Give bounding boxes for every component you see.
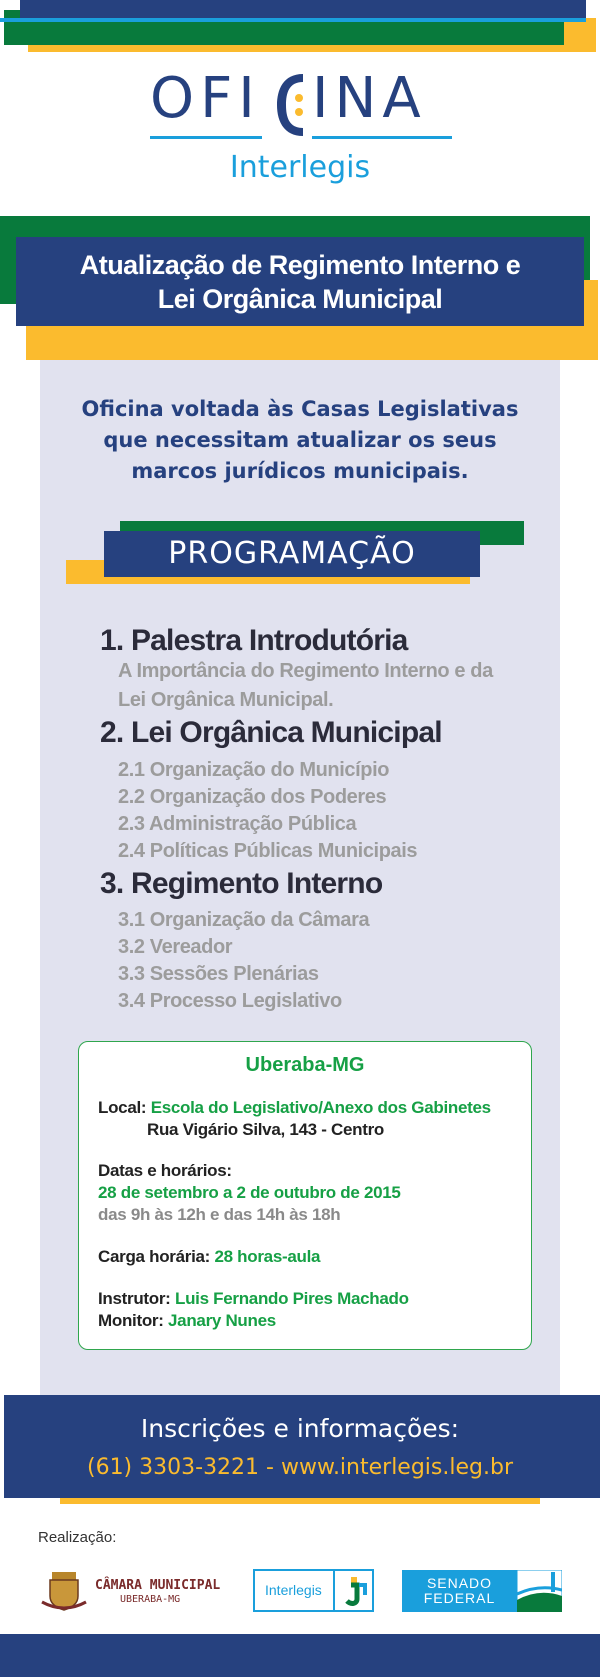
senado-building-icon	[517, 1570, 562, 1612]
section-title-1: 1. Palestra Introdutória	[100, 624, 408, 657]
monitor-value: Janary Nunes	[168, 1311, 276, 1330]
event-city: Uberaba-MG	[245, 1054, 365, 1076]
logo-underline-right	[312, 136, 452, 139]
carga-value: 28 horas-aula	[214, 1247, 321, 1266]
footer-band	[4, 1395, 600, 1498]
footer-contact[interactable]: (61) 3303-3221 - www.interlegis.leg.br	[86, 1455, 513, 1480]
monitor-label: Monitor:	[98, 1311, 164, 1330]
top-navy-stripe	[20, 0, 586, 18]
logo-word-left: OFI	[150, 66, 261, 131]
oficina-logo	[150, 66, 450, 146]
senado-line2: FEDERAL	[423, 1590, 496, 1606]
carga-label: Carga horária:	[98, 1247, 211, 1266]
bottom-band	[0, 1634, 600, 1677]
dates-label: Datas e horários:	[98, 1161, 232, 1180]
monitor-line	[98, 1311, 276, 1331]
instrutor-label: Instrutor:	[98, 1289, 171, 1308]
top-cyan-line	[0, 18, 586, 22]
instrutor-line	[98, 1289, 409, 1309]
local-label: Local:	[98, 1098, 147, 1117]
dates-value: 28 de setembro a 2 de outubro de 2015	[98, 1183, 401, 1202]
realizacao-label: Realização:	[38, 1529, 117, 1546]
section-3-item-3: 3.3 Sessões Plenárias	[118, 963, 319, 985]
instrutor-value: Luis Fernando Pires Machado	[174, 1289, 409, 1308]
section-2-item-3: 2.3 Administração Pública	[118, 813, 357, 835]
camara-city: UBERABA-MG	[120, 1594, 181, 1605]
section-3-item-1: 3.1 Organização da Câmara	[118, 909, 370, 931]
interlegis-i-icon	[341, 1575, 369, 1607]
title-line2: Lei Orgânica Municipal	[157, 283, 443, 314]
section-2-item-2: 2.2 Organização dos Poderes	[118, 786, 387, 808]
section-2-item-4: 2.4 Políticas Públicas Municipais	[118, 840, 418, 862]
section-3-item-4: 3.4 Processo Legislativo	[118, 990, 342, 1012]
intro-line2: que necessitam atualizar os seus	[103, 428, 497, 452]
senado-logo	[402, 1570, 517, 1612]
logo-underline-left	[150, 136, 262, 139]
senado-line1: SENADO	[426, 1575, 493, 1591]
intro-line3: marcos jurídicos municipais.	[131, 459, 469, 483]
section-1-item-1: A Importância do Regimento Interno e da	[118, 660, 493, 682]
section-title-2: 2. Lei Orgânica Municipal	[100, 716, 442, 749]
intro-line1: Oficina voltada às Casas Legislativas	[81, 397, 519, 421]
title-line1: Atualização de Regimento Interno e	[79, 249, 521, 280]
interlegis-logo-text: Interlegis	[265, 1582, 322, 1598]
logo-subtitle: Interlegis	[229, 150, 371, 185]
intro-text	[40, 394, 560, 487]
programacao-heading: PROGRAMAÇÃO	[104, 531, 480, 577]
section-3-item-2: 3.2 Vereador	[118, 936, 233, 958]
section-1-item-2: Lei Orgânica Municipal.	[118, 689, 334, 711]
logo-c-icon	[273, 70, 309, 140]
event-info-box	[78, 1041, 532, 1350]
title-box	[16, 237, 584, 326]
local-line	[98, 1098, 491, 1118]
footer-heading: Inscrições e informações:	[140, 1414, 460, 1443]
interlegis-logo	[253, 1569, 374, 1612]
camara-crest-icon	[40, 1568, 88, 1612]
interlegis-logo-divider	[333, 1571, 335, 1610]
section-2-item-1: 2.1 Organização do Município	[118, 759, 390, 781]
local-value: Escola do Legislativo/Anexo dos Gabinetes	[150, 1098, 491, 1117]
carga-line	[98, 1247, 320, 1267]
address-line: Rua Vigário Silva, 143 - Centro	[147, 1120, 384, 1139]
section-title-3: 3. Regimento Interno	[100, 867, 383, 900]
camara-name: CÂMARA MUNICIPAL	[95, 1578, 221, 1593]
logo-word-right: INA	[312, 66, 427, 131]
hours-value: das 9h às 12h e das 14h às 18h	[98, 1205, 341, 1224]
